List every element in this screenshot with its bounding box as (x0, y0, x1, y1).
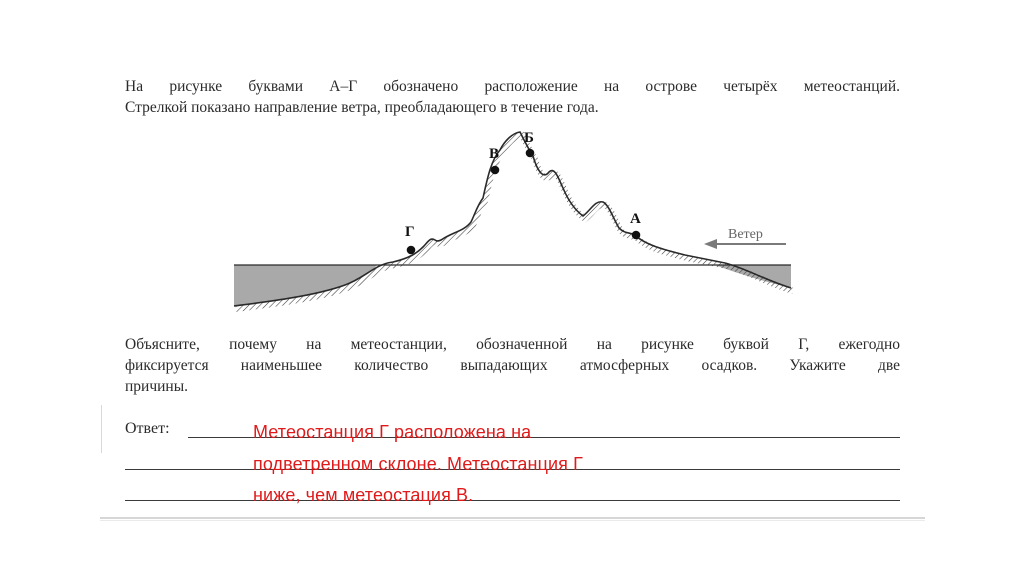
station-g-label: Г (405, 224, 415, 240)
wind-arrow-icon (704, 239, 717, 249)
task-question (125, 334, 900, 397)
answer-row (125, 483, 900, 503)
station-v-marker (491, 166, 500, 175)
answer-line (125, 500, 900, 501)
handwritten-answer-line: подветренном склоне. Метеостанция Г (253, 454, 583, 474)
question-line: фиксируется наименьшее количество выпадающих атмосферных осадков. Укажите две (125, 357, 900, 374)
intro-line: Стрелкой показано направление ветра, преобладающего в течение года. (125, 99, 599, 116)
intro-line: На рисунке буквами А–Г обозначено расположение на острове четырёх метеостанций. (125, 78, 900, 95)
handwritten-answer-line: Метеостанция Г расположена на (253, 422, 532, 442)
answer-label: Ответ: (125, 420, 170, 437)
margin-line (101, 405, 102, 453)
station-b-label: Б (524, 130, 534, 146)
island-cross-section-figure (225, 120, 805, 325)
station-a-marker (632, 231, 641, 240)
station-a-label: А (630, 211, 641, 227)
question-line: Объясните, почему на метеостанции, обозначенной на рисунке буквой Г, ежегодно (125, 336, 900, 353)
page-divider (100, 517, 925, 519)
station-b-marker (526, 149, 535, 158)
question-line: причины. (125, 378, 189, 395)
station-g-marker (407, 246, 416, 255)
task-intro (125, 76, 900, 118)
station-v-label: В (489, 146, 500, 162)
page-divider (100, 520, 925, 521)
handwritten-answer-line: ниже, чем метеостация В. (253, 485, 474, 505)
wind-label: Ветер (728, 227, 763, 242)
